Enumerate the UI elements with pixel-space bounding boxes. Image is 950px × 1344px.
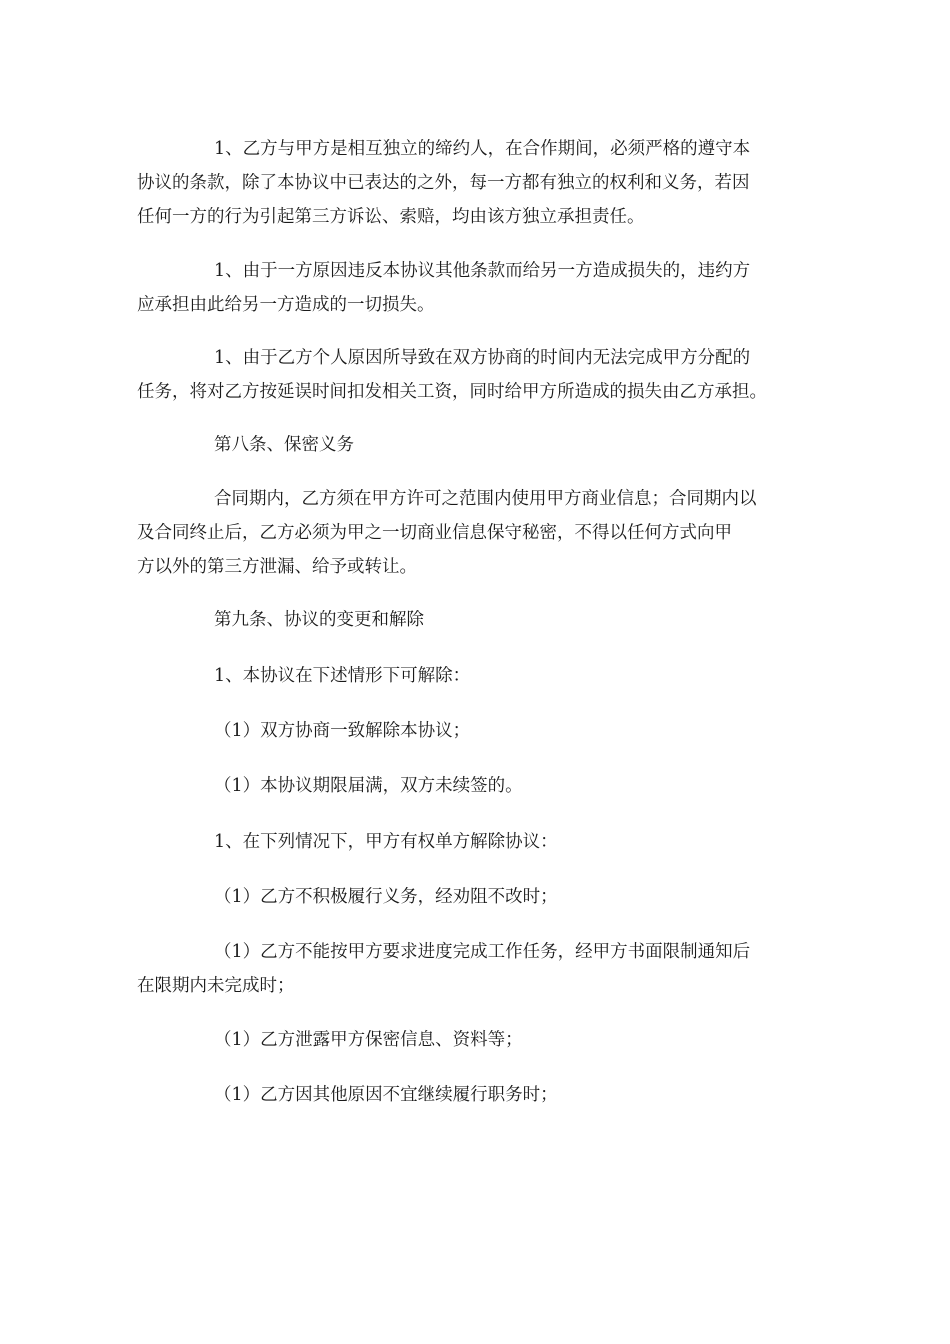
text-line: 及合同终止后，乙方必须为甲之一切商业信息保守秘密，不得以任何方式向甲 [137, 523, 732, 543]
list-item [137, 714, 817, 748]
text-line: （1）本协议期限届满，双方未续签的。 [214, 776, 523, 796]
text-line: 1、在下列情况下，甲方有权单方解除协议： [214, 832, 558, 852]
text-line: （1）乙方不能按甲方要求进度完成工作任务，经甲方书面限制通知后 [214, 942, 751, 962]
section-heading-termination [137, 603, 817, 637]
text-line: 第八条、保密义务 [214, 435, 354, 455]
text-line: 任务，将对乙方按延误时间扣发相关工资，同时给甲方所造成的损失由乙方承担。 [137, 382, 767, 402]
list-intro-unilateral [137, 825, 817, 859]
paragraph-breach-liability [137, 254, 817, 322]
list-item [137, 935, 817, 1003]
text-line: （1）乙方因其他原因不宜继续履行职务时； [214, 1085, 558, 1105]
text-line: （1）双方协商一致解除本协议； [214, 721, 471, 741]
text-line: 协议的条款，除了本协议中已表达的之外，每一方都有独立的权利和义务，若因 [137, 173, 750, 193]
text-line: （1）乙方泄露甲方保密信息、资料等； [214, 1030, 523, 1050]
text-line: （1）乙方不积极履行义务，经劝阻不改时； [214, 887, 558, 907]
list-item [137, 1023, 817, 1057]
list-intro-dissolution [137, 659, 817, 693]
text-line: 1、乙方与甲方是相互独立的缔约人，在合作期间，必须严格的遵守本 [214, 139, 751, 159]
paragraph-delay-penalty [137, 341, 817, 409]
text-line: 第九条、协议的变更和解除 [214, 610, 424, 630]
text-line: 应承担由此给另一方造成的一切损失。 [137, 295, 435, 315]
text-line: 1、本协议在下述情形下可解除： [214, 666, 471, 686]
list-item [137, 769, 817, 803]
paragraph-confidentiality [137, 482, 817, 584]
text-line: 合同期内，乙方须在甲方许可之范围内使用甲方商业信息；合同期内以 [214, 489, 757, 509]
list-item [137, 880, 817, 914]
list-item [137, 1078, 817, 1112]
text-line: 任何一方的行为引起第三方诉讼、索赔，均由该方独立承担责任。 [137, 207, 645, 227]
text-line: 方以外的第三方泄漏、给予或转让。 [137, 557, 417, 577]
section-heading-confidentiality [137, 428, 817, 462]
text-line: 在限期内未完成时； [137, 976, 295, 996]
text-line: 1、由于一方原因违反本协议其他条款而给另一方造成损失的，违约方 [214, 261, 751, 281]
paragraph-independence [137, 132, 817, 234]
text-line: 1、由于乙方个人原因所导致在双方协商的时间内无法完成甲方分配的 [214, 348, 751, 368]
